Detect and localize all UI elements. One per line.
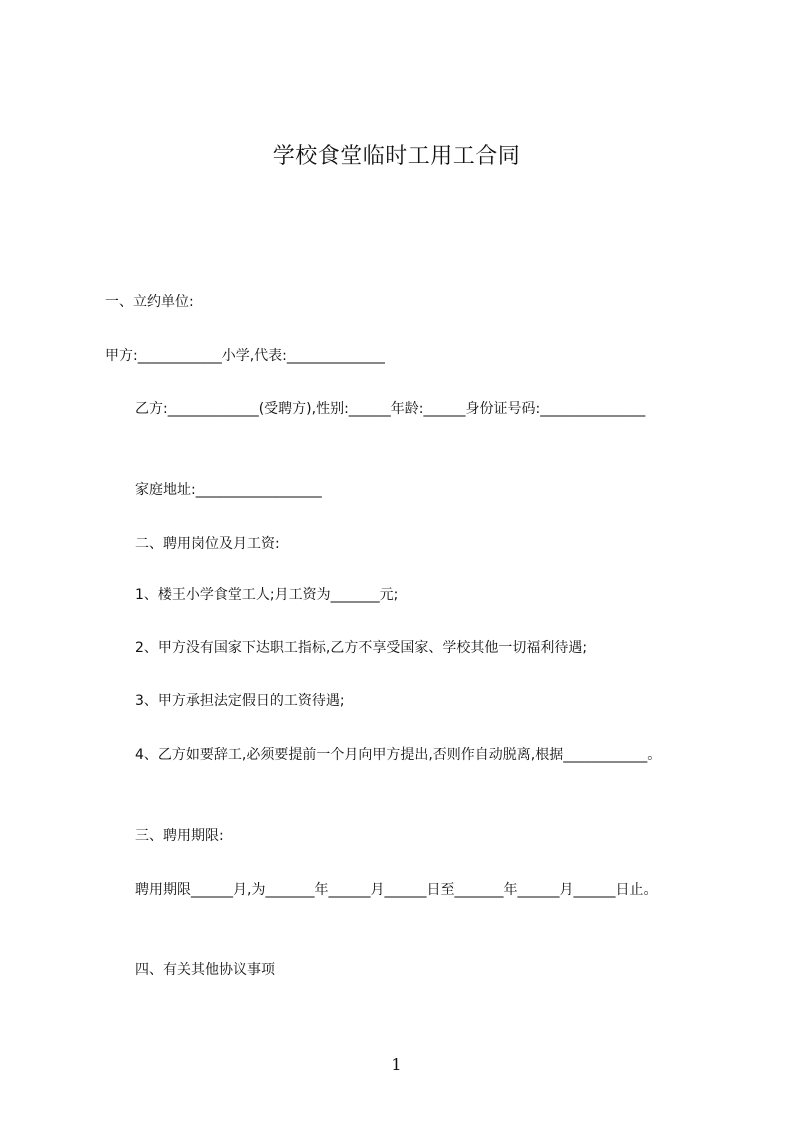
section-2-heading: 二、聘用岗位及月工资: [135, 536, 280, 552]
party-a-line: 甲方:____________小学,代表:______________ [105, 348, 385, 364]
term-line: 聘用期限______月,为_______年______月______日至_______年______月______日止。 [135, 882, 658, 898]
section-3-heading: 三、聘用期限: [135, 828, 224, 844]
clause-2-2: 2、甲方没有国家下达职工指标,乙方不享受国家、学校其他一切福利待遇; [135, 640, 588, 656]
clause-2-3: 3、甲方承担法定假日的工资待遇; [135, 693, 345, 709]
section-4-heading: 四、有关其他协议事项 [135, 962, 275, 978]
clause-2-1: 1、楼王小学食堂工人;月工资为_______元; [135, 587, 399, 603]
document-title: 学校食堂临时工用工合同 [272, 144, 521, 169]
clause-2-4: 4、乙方如要辞工,必须要提前一个月向甲方提出,否则作自动脱离,根据____________。 [135, 747, 662, 763]
party-b-line: 乙方:_____________(受聘方),性别:______年龄:______身份证号码:_______________ [135, 401, 646, 417]
page-number: 1 [391, 1055, 402, 1074]
home-address-line: 家庭地址:__________________ [135, 482, 322, 498]
section-1-heading: 一、立约单位: [105, 294, 194, 310]
